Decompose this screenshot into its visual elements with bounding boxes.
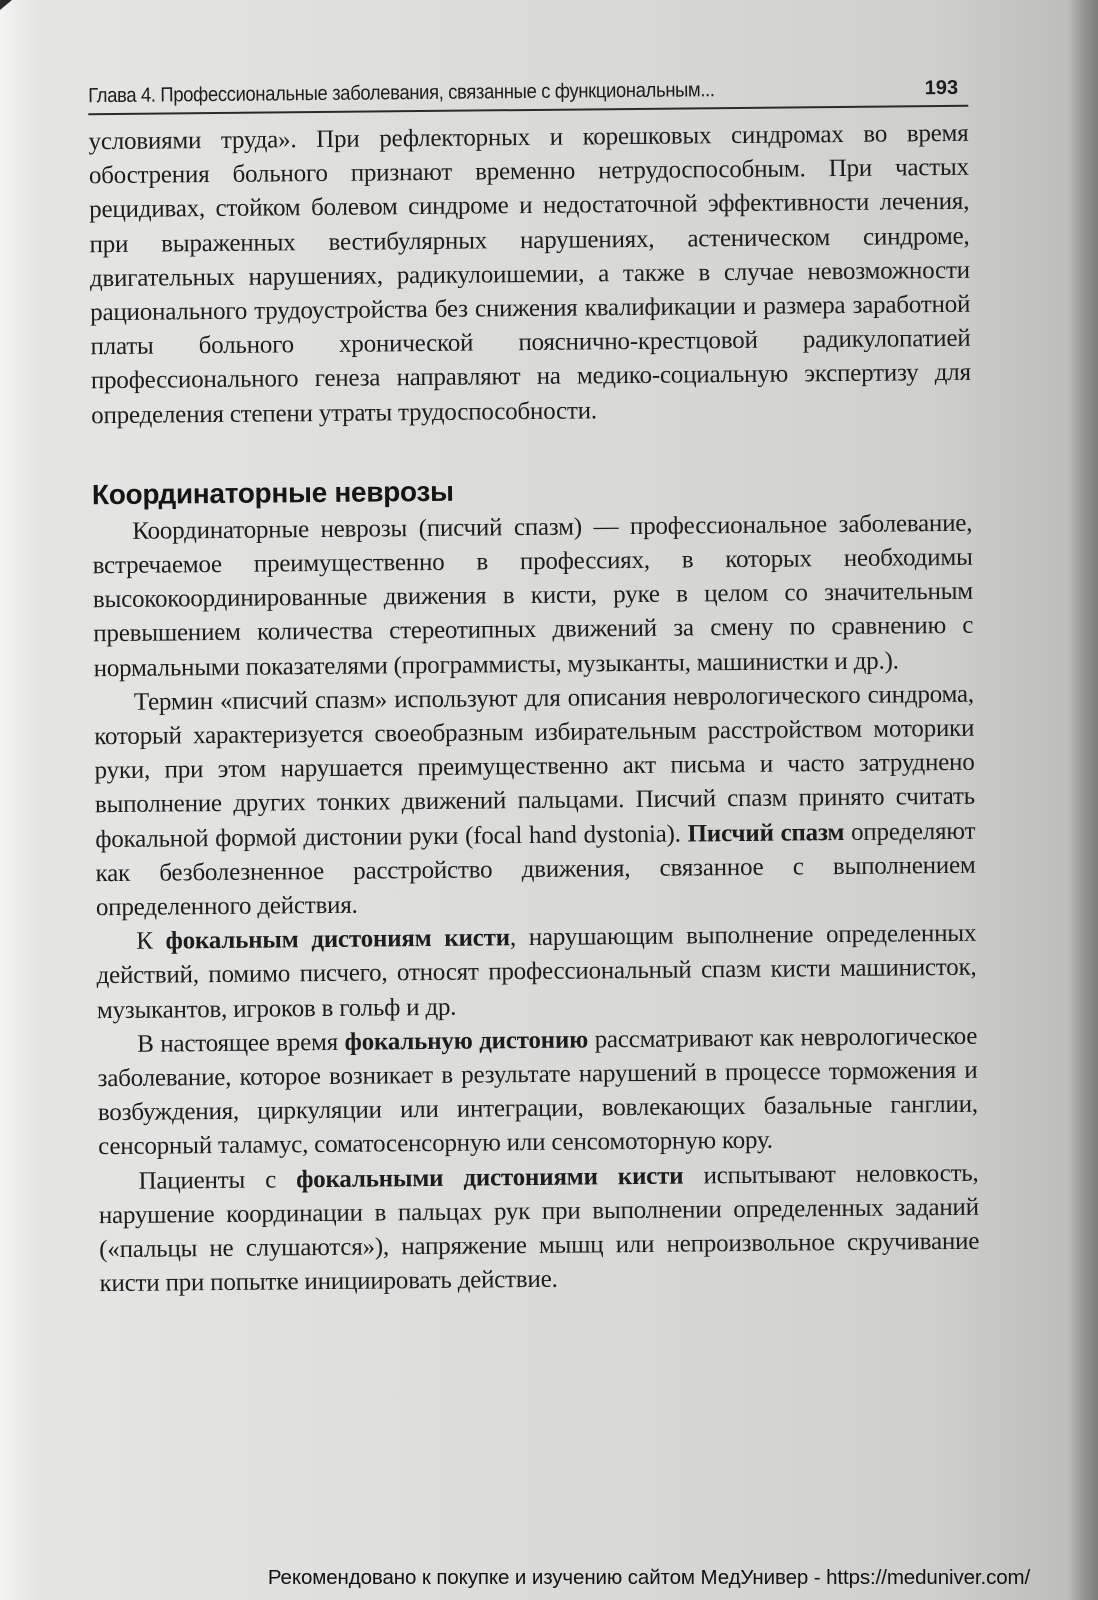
paragraph-2-text-start: Термин «писчий спазм» используют для описания неврологического синдрома, который характеризуется своеобразным избирательным расстройством моторики руки, при этом нарушается преимущественно акт письма и часто затруднено выполнение других тонких движений пальцами. Писчий спазм принято считать фокальной формой дистонии руки (focal hand dystonia).	[94, 680, 976, 853]
paragraph-5-text-end: испытывают неловкость, нарушение координации в пальцах рук при выполнении определенных заданий («пальцы не слушаются»), напряжение мышц или непроизвольное скручивание кисти при попытке инициировать действие.	[98, 1159, 980, 1298]
paragraph-2	[94, 678, 976, 926]
paragraph-1: Координаторные неврозы (писчий спазм) — профессиональное заболевание, встречаемое преимущественно в профессиях, в которых необходимы высококоординированные движения в кисти, руке в целом со значительным превышением количества стереотипных движений за смену по сравнению с нормальными показателями (программисты, музыканты, машинистки и др.).	[92, 509, 974, 682]
term-focal-dystonia: фокальную дистонию	[344, 1026, 589, 1056]
page-right-edge-shadow	[1068, 0, 1098, 1600]
paragraph-4-text-start: В настоящее время	[137, 1028, 345, 1058]
term-pischiy-spazm: Писчий спазм	[687, 818, 845, 848]
paragraph-5	[98, 1156, 979, 1301]
page-content	[88, 76, 980, 1302]
section-heading: Координаторные неврозы	[91, 475, 454, 511]
term-focal-dystonias-hand: фокальными дистониями кисти	[296, 1162, 684, 1193]
intro-paragraph: условиями труда». При рефлекторных и корешковых синдромах во время обострения больного признают временно нетрудоспособным. При частых рецидивах, стойком болевом синдроме и недостаточной эффективности лечения, при выраженных вестибулярных нарушениях, астеническом синдроме, двигательных нарушениях, радикулоишемии, а также в случае невозможности рационального трудоустройства без снижения квалификации и размера заработной платы больного хронической пояснично-крестцовой радикулопатией профессионального генеза направляют на медико-социальную экспертизу для определения степени утраты трудоспособности.	[88, 119, 971, 429]
paragraph-4-text-end: рассматривают как неврологическое заболевание, которое возникает в результате нарушений в процессе торможения и возбуждения, циркуляции или интеграции, вовлекающих базальные ганглии, сенсорный таламус, соматосенсорную или сенсомоторную кору.	[97, 1022, 978, 1161]
page-left-edge	[0, 0, 38, 1600]
paragraph-3-text-end: , нарушающим выполнение определенных действий, помимо писчего, относят профессиональный спазм кисти машинисток, музыкантов, игроков в гольф и др.	[96, 920, 977, 1024]
chapter-title: Глава 4. Профессиональные заболевания, связанные с функциональным...	[88, 78, 715, 108]
paragraph-3-text-start: К	[136, 927, 166, 956]
paragraph-2-text-end: определяют как безболезненное расстройство движения, связанное с выполнением определенного действия.	[95, 817, 976, 922]
paragraph-4	[97, 1020, 978, 1165]
scan-corner-mark	[0, 0, 12, 10]
paragraph-3	[96, 917, 977, 1028]
running-header	[88, 76, 968, 115]
page-number: 193	[924, 76, 959, 100]
watermark-text: Рекомендовано к покупке и изучению сайтом МедУнивер - https://meduniver.com/	[267, 1566, 1031, 1589]
paragraph-5-text-start: Пациенты с	[138, 1165, 297, 1195]
term-focal-dystonia-hand: фокальным дистониям кисти	[165, 924, 511, 955]
